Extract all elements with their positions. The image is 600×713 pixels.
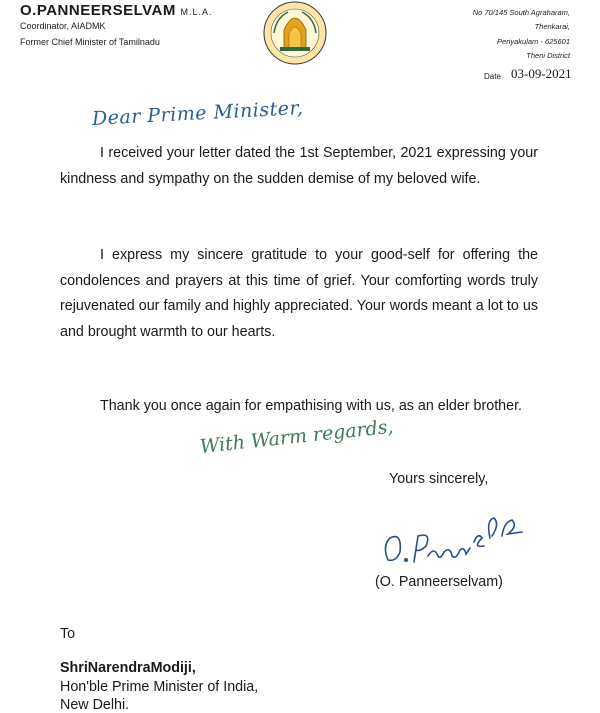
- to-label: To: [60, 626, 76, 642]
- letter-date: 03-09-2021: [511, 66, 572, 81]
- sender-name: [20, 2, 213, 19]
- addressee-city: New Delhi.: [60, 697, 130, 713]
- paragraph-1: I received your letter dated the 1st September, 2021 expressing your kindness and sympathy on the sudden demise of my beloved wife.: [60, 145, 538, 187]
- address-line: Theni District: [526, 51, 570, 60]
- letter-body-paragraph: [60, 394, 538, 420]
- closing: Yours sincerely,: [389, 471, 489, 487]
- address-line: Thenkarai,: [534, 22, 570, 31]
- addressee-name: ShriNarendraModiji,: [60, 660, 196, 676]
- paragraph-2: I express my sincere gratitude to your good-self for offering the condolences and prayers at this time of grief. Your comforting words truly rejuvenated our family and highly appreciated. Your words meant a lot to us and brought warmth to our hearts.: [60, 247, 538, 340]
- address-line: No 70/145 South Agraharam,: [472, 8, 570, 17]
- handwritten-salutation: Dear Prime Minister,: [91, 96, 304, 130]
- date-label: Date: [484, 72, 501, 81]
- handwritten-regards: With Warm regards,: [198, 415, 395, 458]
- handwritten-signature: [380, 502, 530, 570]
- letter-body-paragraph: [60, 141, 538, 192]
- sender-name-text: O.PANNEERSELVAM: [20, 2, 176, 19]
- sender-role: Coordinator, AIADMK: [20, 21, 106, 31]
- tamil-nadu-emblem-icon: [262, 0, 328, 66]
- paragraph-3: Thank you once again for empathising with us, as an elder brother.: [100, 398, 523, 414]
- letter-body-paragraph: [60, 243, 538, 345]
- sender-former-role: Former Chief Minister of Tamilnadu: [20, 37, 160, 47]
- addressee-title: Hon'ble Prime Minister of India,: [60, 679, 259, 695]
- address-line: Periyakulam - 625601: [497, 37, 570, 46]
- signatory-name: (O. Panneerselvam): [375, 574, 503, 590]
- sender-designation: M.L.A.: [180, 7, 213, 17]
